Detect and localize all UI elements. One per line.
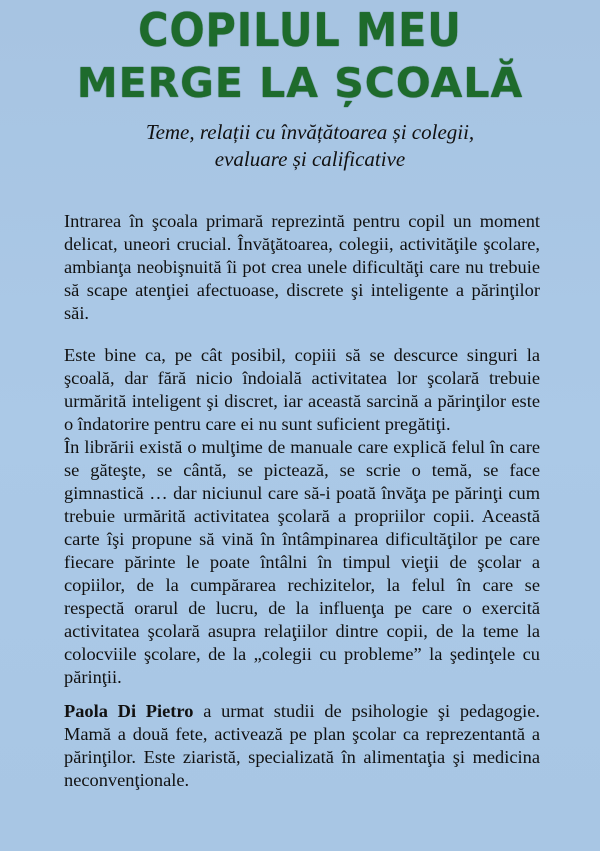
- author-name: Paola Di Pietro: [64, 701, 194, 721]
- paragraph-text: În librării există o mulţime de manuale care explică felul în care se găteşte, se cântă, se pictează, se scrie o temă, se face gimnastică … dar niciunul care să-i poată învăţa pe părinţi cum trebuie urmărită activitatea şcolară a propriilor copii. Această carte îşi propune să vină în întâmpinarea dificultăţilor pe care fiecare părinte le poate întâlni în timpul vieţii de şcolar a copiilor, de la cumpărarea rechizitelor, la felul în care se respectă orarul de lucru, de la influenţa pe care o exercită activitatea şcolară asupra relaţiilor dintre copii, de la teme la colocviile şcolare, de la „colegii cu probleme” la şedinţele cu părinţii.: [64, 437, 540, 687]
- blurb-paragraph-2: [64, 344, 540, 689]
- author-bio-text: [64, 700, 540, 792]
- subtitle-line2: evaluare și calificative: [214, 147, 406, 171]
- book-title-line2: MERGE LA ȘCOALĂ: [76, 59, 524, 107]
- author-bio: [64, 700, 540, 792]
- paragraph-text: Este bine ca, pe cât posibil, copiii să se descurce singuri la şcoală, dar fără nicio îndoială activitatea lor şcolară trebuie urmărită inteligent şi discret, iar această sarcină a părinţilor este o îndatorire pentru care ei nu sunt suficient pregătiţi.: [64, 345, 540, 434]
- book-title-line1: COPILUL MEU: [138, 3, 462, 57]
- paragraph-text: Intrarea în şcoala primară reprezintă pentru copil un moment delicat, uneori crucial. Învăţătoarea, colegii, activităţile şcolare, ambianţa neobişnuită îi pot crea unele dificultăţi care nu trebuie să scape atenţiei afectuoase, discrete şi inteligente a părinţilor săi.: [64, 211, 540, 323]
- blurb-paragraph-1: [64, 210, 540, 325]
- subtitle-line1: Teme, relații cu învățătoarea și colegii,: [145, 120, 475, 144]
- book-subtitle: [60, 119, 560, 173]
- author-bio-body: a urmat studii de psihologie şi pedagogie. Mamă a două fete, activează pe plan şcolar ca reprezentantă a părinţilor. Este ziaristă, specializată în alimentaţia şi medicina neconvenţionale.: [64, 701, 541, 790]
